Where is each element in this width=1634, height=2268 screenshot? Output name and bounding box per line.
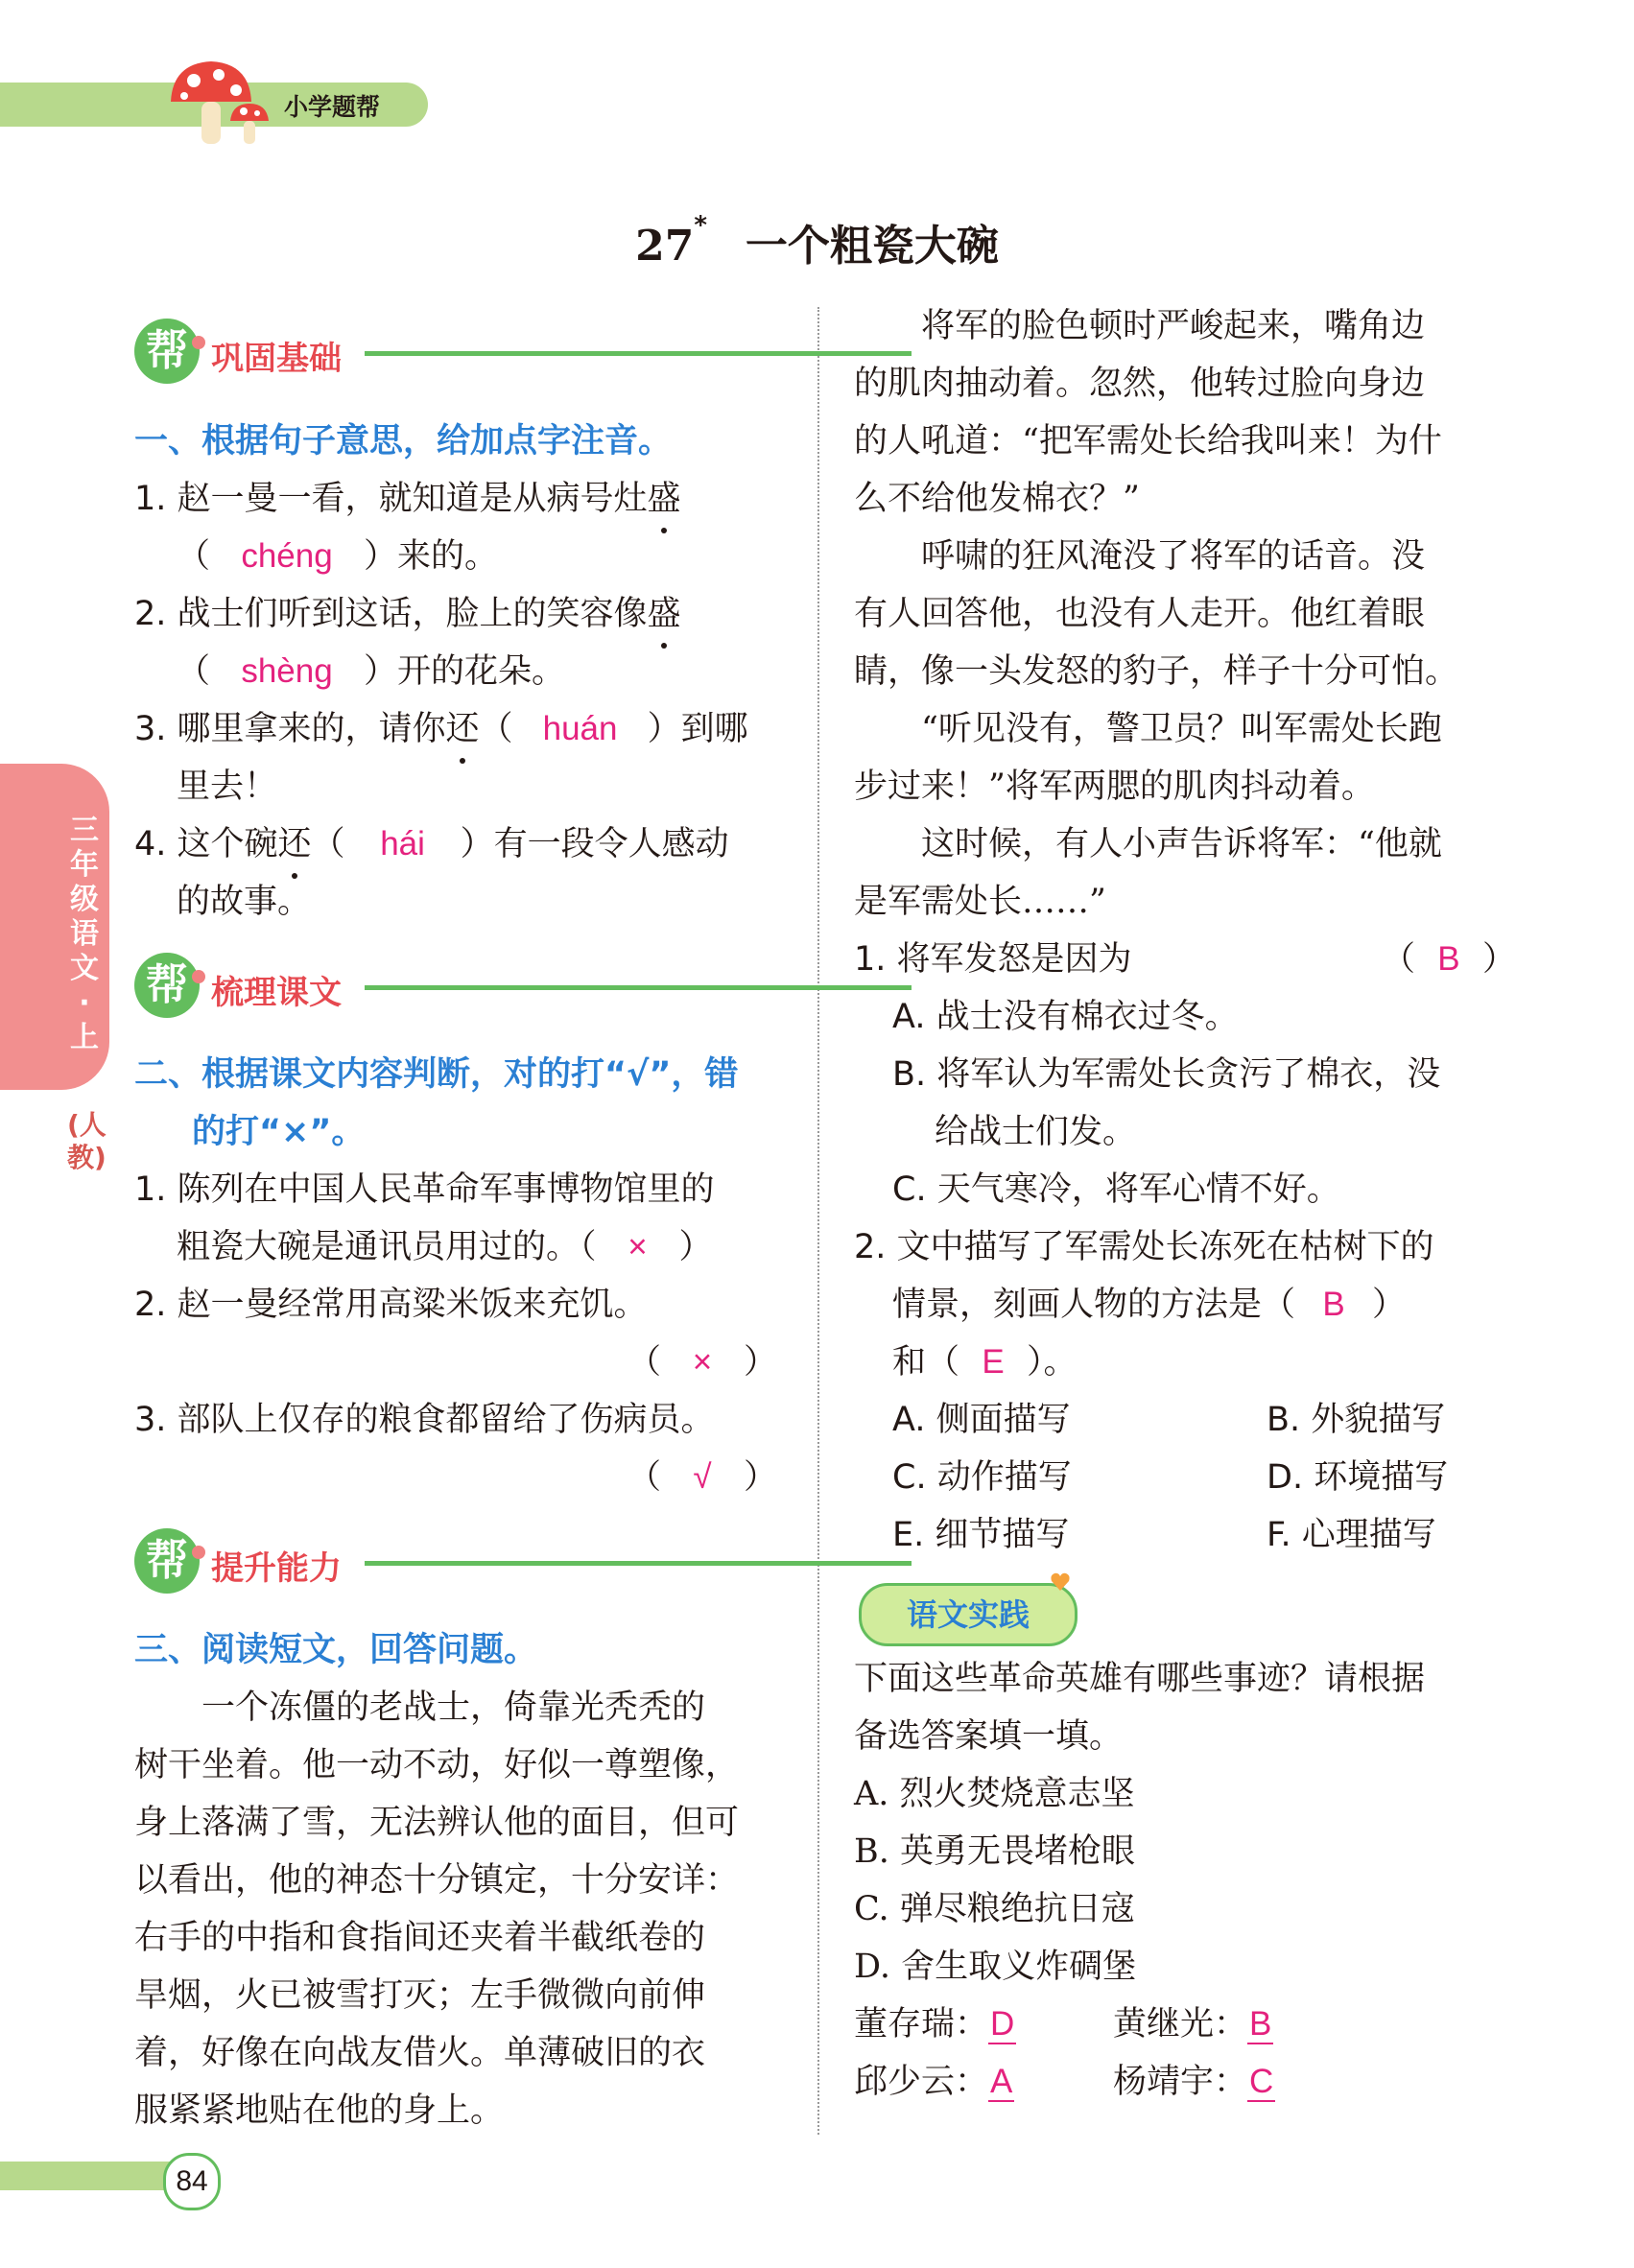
sub1-answer[interactable]: B xyxy=(1437,940,1460,978)
choice-c: C. 弹尽粮绝抗日寇 xyxy=(854,1890,1135,1928)
q2-heading-line2: 的打“×”。 xyxy=(192,1113,366,1151)
section-rule xyxy=(365,1561,912,1566)
pair-answer-2[interactable]: B xyxy=(1249,2005,1272,2043)
q2-items: 1. 陈列在中国人民革命军事博物馆里的 粗瓷大碗是通讯员用过的。（ × ） 2. 赵一曼经常用高粱米饭来充饥。 （ × ） 3. 部队上仅存的粮食都留给了伤病员。 （ √ ） xyxy=(134,1161,787,1506)
pair-answer-1[interactable]: D xyxy=(990,2005,1015,2043)
section-mark: 帮 xyxy=(134,1528,200,1594)
section-title: 提升能力 xyxy=(211,1549,342,1588)
option-c: C. 天气寒冷，将军心情不好。 xyxy=(892,1170,1340,1209)
answer-3[interactable]: huán xyxy=(542,710,618,747)
choice-a: A. 烈火焚烧意志坚 xyxy=(854,1775,1135,1813)
side-tab-label: 三年级语文·上 xyxy=(70,814,99,1054)
column-divider xyxy=(817,307,819,2135)
page-title xyxy=(0,211,1634,272)
q1-heading: 一、根据句子意思，给加点字注音。 xyxy=(134,422,673,461)
pair-answer-4[interactable]: C xyxy=(1249,2063,1274,2100)
section-heading-advance xyxy=(134,1528,787,1595)
judge-answer-3[interactable]: √ xyxy=(693,1458,712,1496)
sub2-answer-2[interactable]: E xyxy=(982,1343,1005,1381)
q3-sub1: 1. 将军发怒是因为 （ B ） A. 战士没有棉衣过冬。 B. 将军认为军需处长贪污了棉衣，没 给战士们发。 C. 天气寒冷，将军心情不好。 xyxy=(854,931,1516,1218)
practice-badge: 语文实践 xyxy=(859,1583,1077,1646)
heart-icon xyxy=(1050,1571,1071,1593)
lesson-title: 一个粗瓷大碗 xyxy=(745,222,999,271)
q1-item-2: 2. 战士们听到这话，脸上的笑容像盛 xyxy=(134,585,806,643)
q2-item-3: 3. 部队上仅存的粮食都留给了伤病员。 xyxy=(134,1401,715,1439)
q2-heading-line1: 二、根据课文内容判断，对的打“√”，错 xyxy=(134,1055,739,1094)
section-mark: 帮 xyxy=(134,319,200,384)
section-heading-review xyxy=(134,953,787,1020)
judge-answer-1[interactable]: × xyxy=(628,1228,648,1265)
judge-answer-2[interactable]: × xyxy=(692,1343,713,1381)
section-mark: 帮 xyxy=(134,953,200,1018)
option-a: A. 战士没有棉衣过冬。 xyxy=(892,998,1239,1036)
option-b: B. 将军认为军需处长贪污了棉衣，没 xyxy=(892,1055,1441,1094)
q1-items: 1. 赵一曼一看，就知道是从病号灶盛 （ chéng ）来的。 2. 战士们听到这话，脸上的笑容像盛 （ shèng ）开的花朵。 3. 哪里拿来的，请你还（ huán ）到哪 里去！ 4. 这个碗还（ hái ）有一段令人感动 的故事。 xyxy=(134,470,806,931)
q3-sub2: 2. 文中描写了军需处长冻死在枯树下的 情景，刻画人物的方法是（ B ） 和（ E ）。 A. 侧面描写 B. 外貌描写 C. 动作描写 D. 环境描写 E. 细节描写 F. 心理描写 xyxy=(854,1228,1449,1554)
page-number: 84 xyxy=(163,2153,221,2210)
q2-item-2: 2. 赵一曼经常用高粱米饭来充饥。 xyxy=(134,1286,648,1324)
practice-body: 下面这些革命英雄有哪些事迹？请根据 备选答案填一填。 A. 烈火焚烧意志坚 B. 英勇无畏堵枪眼 C. 弹尽粮绝抗日寇 D. 舍生取义炸碉堡 董存瑞：D 黄继光：B 邱少云：A 杨靖宇：C xyxy=(854,1650,1516,2111)
brand-name: 小学题帮 xyxy=(284,93,381,121)
section-rule xyxy=(365,351,912,356)
lesson-number: 27 xyxy=(635,222,695,271)
choice-d: D. 舍生取义炸碉堡 xyxy=(854,1948,1137,1986)
mushroom-icon xyxy=(163,54,278,150)
sub2-answer-1[interactable]: B xyxy=(1322,1286,1345,1323)
choice-b: B. 英勇无畏堵枪眼 xyxy=(854,1832,1135,1871)
section-title: 梳理课文 xyxy=(211,974,342,1012)
passage-right: 将军的脸色顿时严峻起来，嘴角边 的肌肉抽动着。忽然，他转过脸向身边 的人吼道：“把军需处长给我叫来！为什 么不给他发棉衣？” 呼啸的狂风淹没了将军的话音。没 有人回答他，也没有人走开。他红着眼 睛，像一头发怒的豹子，样子十分可怕。 “听见没有，警卫员？叫军需处长跑 步过来！”将军两腮的肌肉抖动着。 这时候，有人小声告诉将军：“他就 是军需处长……” xyxy=(854,307,1459,921)
section-heading-basics xyxy=(134,319,787,386)
q1-item-3: 3. 哪里拿来的，请你还（ huán ）到哪 xyxy=(134,700,806,758)
answer-2[interactable]: shèng xyxy=(241,652,333,690)
section-title: 巩固基础 xyxy=(211,340,342,378)
answer-1[interactable]: chéng xyxy=(241,537,333,575)
q1-item-1: 1. 赵一曼一看，就知道是从病号灶盛 xyxy=(134,470,806,528)
passage-left: 一个冻僵的老战士，倚靠光秃秃的 树干坐着。他一动不动，好似一尊塑像， 身上落满了雪，无法辨认他的面目，但可 以看出，他的神态十分镇定，十分安详： 右手的中指和食指间还夹着半截纸卷的 旱烟，火已被雪打灭；左手微微向前伸 着，好像在向战友借火。单薄破旧的衣 服紧紧地贴在他的身上。 xyxy=(134,1689,740,2130)
answer-4[interactable]: hái xyxy=(380,825,425,862)
q3-heading: 三、阅读短文，回答问题。 xyxy=(134,1631,538,1669)
q2-item-1: 1. 陈列在中国人民革命军事博物馆里的 xyxy=(134,1170,715,1209)
section-rule xyxy=(365,985,912,990)
lesson-star: * xyxy=(694,211,707,240)
side-tab-edition: (人教) xyxy=(67,1109,107,1173)
pair-answer-3[interactable]: A xyxy=(990,2063,1013,2100)
q1-item-4: 4. 这个碗还（ hái ）有一段令人感动 xyxy=(134,815,806,873)
